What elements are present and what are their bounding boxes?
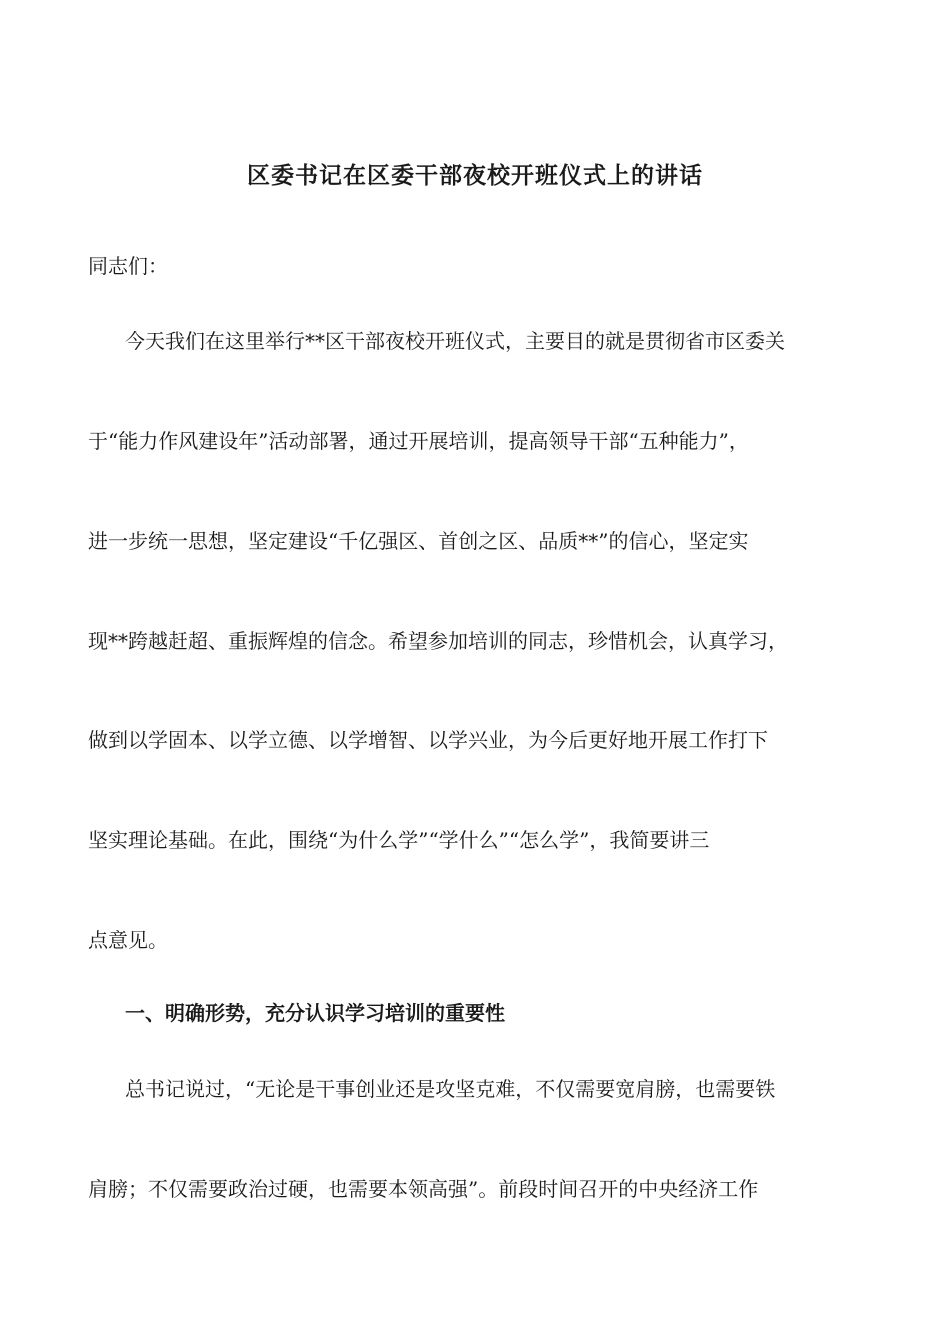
paragraph-line: 进一步统一思想，坚定建设“千亿强区、首创之区、品质**”的信心，坚定实 [88,529,749,553]
paragraph-line: 总书记说过，“无论是干事创业还是攻坚克难，不仅需要宽肩膀，也需要铁 [125,1077,776,1101]
document-title: 区委书记在区委干部夜校开班仪式上的讲话 [247,162,703,189]
paragraph-line: 点意见。 [88,928,168,952]
paragraph-line: 于“能力作风建设年”活动部署，通过开展培训，提高领导干部“五种能力”， [88,429,749,453]
paragraph-line: 做到以学固本、以学立德、以学增智、以学兴业，为今后更好地开展工作打下 [88,728,768,752]
paragraph-line: 今天我们在这里举行**区干部夜校开班仪式，主要目的就是贯彻省市区委关 [125,329,785,353]
paragraph-line: 坚实理论基础。在此，围绕“为什么学”“学什么”“怎么学”，我简要讲三 [88,828,710,852]
paragraph-line: 肩膀；不仅需要政治过硬，也需要本领高强”。前段时间召开的中央经济工作 [88,1177,759,1201]
salutation: 同志们： [88,254,168,278]
paragraph-line: 现**跨越赶超、重振辉煌的信念。希望参加培训的同志，珍惜机会，认真学习， [88,629,788,653]
section-heading: 一、明确形势，充分认识学习培训的重要性 [125,1001,505,1025]
